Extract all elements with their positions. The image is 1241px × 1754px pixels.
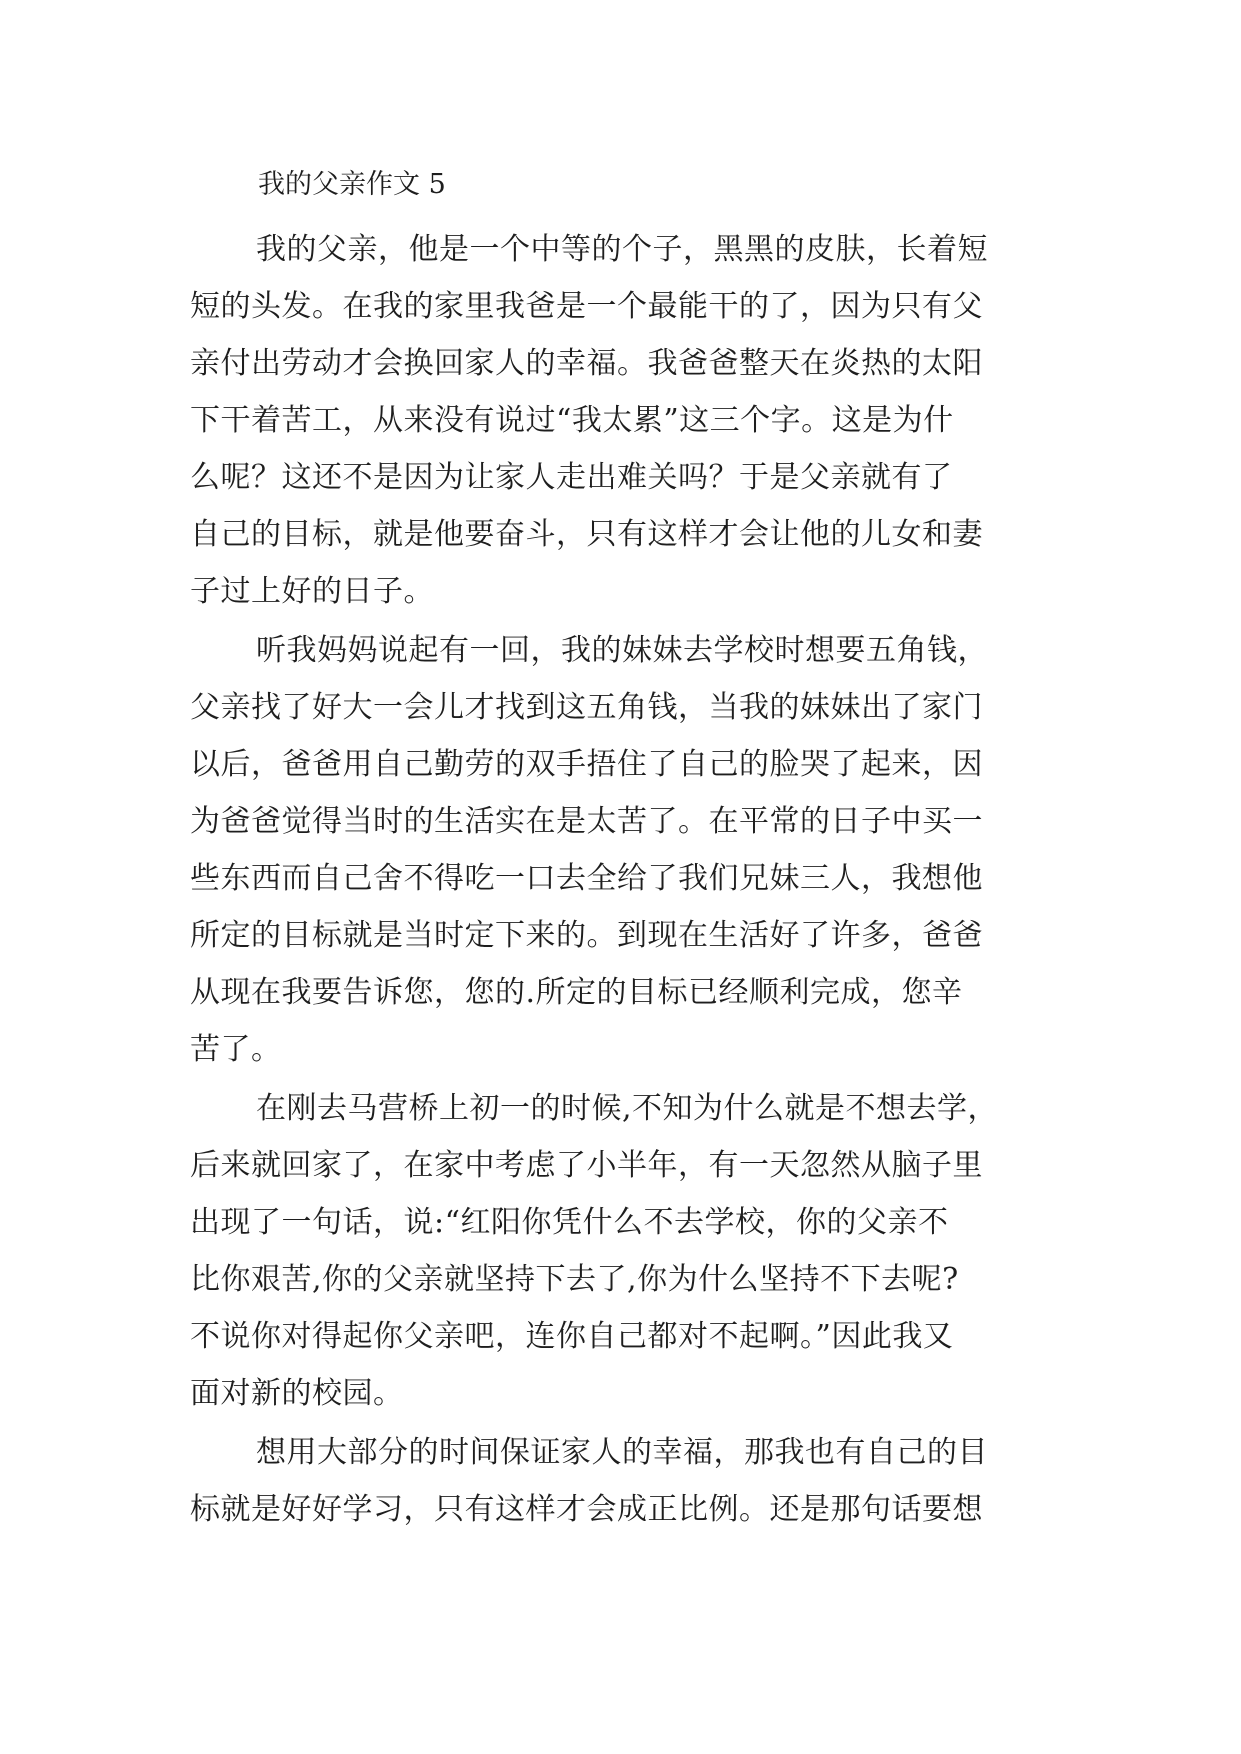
text-line: 么呢？这还不是因为让家人走出难关吗？于是父亲就有了 <box>190 460 953 495</box>
document-body <box>190 165 1058 1538</box>
text-line: 子过上好的日子。 <box>190 574 434 609</box>
text-line: 从现在我要告诉您，您的.所定的目标已经顺利完成，您辛 <box>190 975 963 1010</box>
text-line: 为爸爸觉得当时的生活实在是太苦了。在平常的日子中买一 <box>190 804 983 839</box>
text-line: 下干着苦工，从来没有说过“我太累”这三个字。这是为什 <box>190 403 954 438</box>
text-line: 父亲找了好大一会儿才找到这五角钱，当我的妹妹出了家门 <box>190 690 983 725</box>
text-line: 在刚去马营桥上初一的时候,不知为什么就是不想去学， <box>256 1091 999 1126</box>
text-line: 后来就回家了，在家中考虑了小半年，有一天忽然从脑子里 <box>190 1148 983 1183</box>
text-line: 所定的目标就是当时定下来的。到现在生活好了许多，爸爸 <box>190 918 983 953</box>
text-line: 我的父亲，他是一个中等的个子，黑黑的皮肤，长着短 <box>256 232 988 267</box>
paragraph-2 <box>190 622 1058 1078</box>
paragraph-1 <box>190 221 1058 620</box>
text-line: 标就是好好学习，只有这样才会成正比例。还是那句话要想 <box>190 1492 983 1527</box>
document-title: 我的父亲作文 5 <box>258 169 446 200</box>
text-line: 出现了一句话，说:“红阳你凭什么不去学校，你的父亲不 <box>190 1205 949 1240</box>
text-line: 亲付出劳动才会换回家人的幸福。我爸爸整天在炎热的太阳 <box>190 346 983 381</box>
text-line: 比你艰苦,你的父亲就坚持下去了,你为什么坚持不下去呢? <box>190 1262 959 1297</box>
text-line: 苦了。 <box>190 1032 282 1067</box>
text-line: 短的头发。在我的家里我爸是一个最能干的了，因为只有父 <box>190 289 983 324</box>
text-line: 不说你对得起你父亲吧，连你自己都对不起啊。”因此我又 <box>190 1319 954 1354</box>
text-line: 听我妈妈说起有一回，我的妹妹去学校时想要五角钱， <box>256 633 988 668</box>
paragraph-4 <box>190 1424 1058 1538</box>
text-line: 以后，爸爸用自己勤劳的双手捂住了自己的脸哭了起来，因 <box>190 747 983 782</box>
text-line: 自己的目标，就是他要奋斗，只有这样才会让他的儿女和妻 <box>190 517 983 552</box>
text-line: 面对新的校园。 <box>190 1376 404 1411</box>
text-line: 些东西而自己舍不得吃一口去全给了我们兄妹三人，我想他 <box>190 861 983 896</box>
paragraph-3 <box>190 1080 1058 1422</box>
text-line: 想用大部分的时间保证家人的幸福，那我也有自己的目 <box>256 1435 988 1470</box>
